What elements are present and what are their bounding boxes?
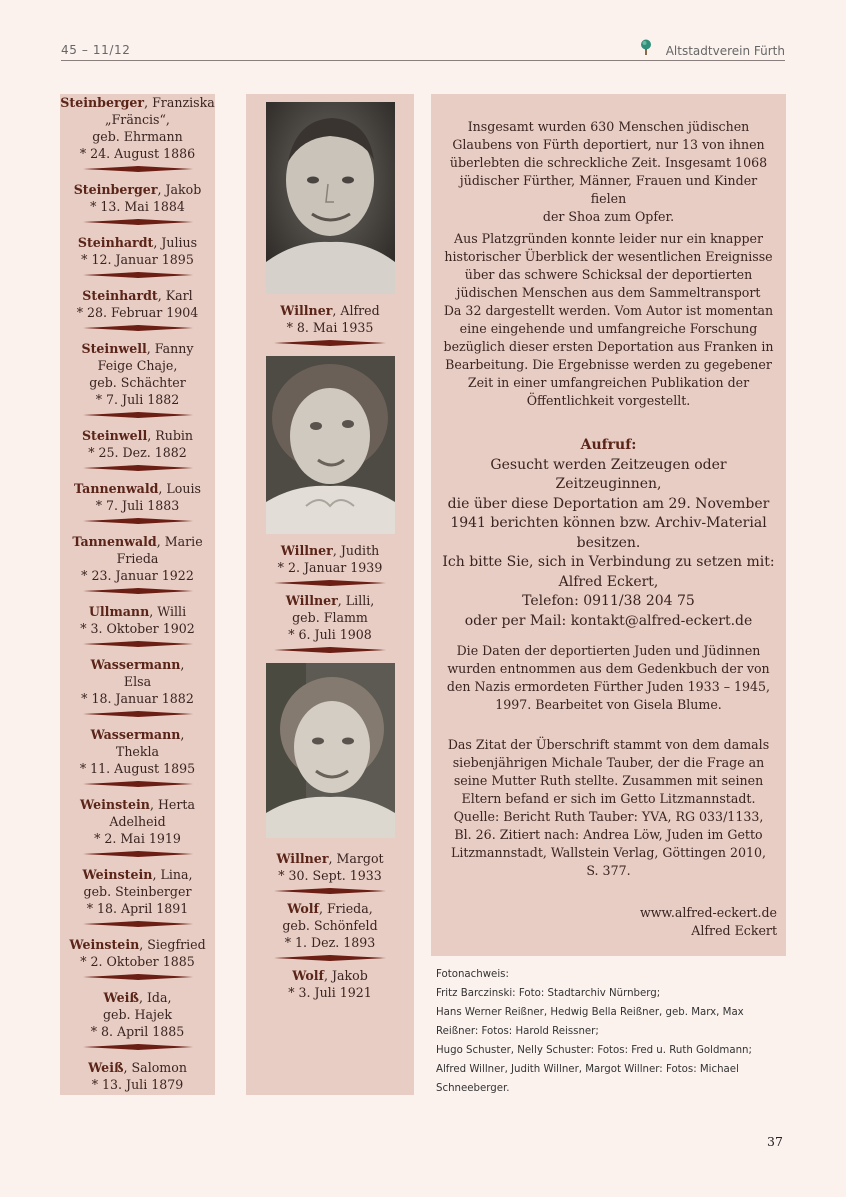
info-panel bbox=[431, 94, 786, 956]
text-line: Hugo Schuster, Nelly Schuster: Fotos: Fred u. Ruth Goldmann; bbox=[436, 1045, 752, 1056]
entry-detail-line: Elsa bbox=[123, 674, 152, 689]
entry-detail-line: * 2. Januar 1939 bbox=[277, 560, 383, 575]
given-name: , Julius bbox=[153, 235, 198, 250]
page-header bbox=[61, 40, 785, 61]
divider-ornament bbox=[83, 921, 193, 927]
given-name: , bbox=[180, 727, 185, 742]
space-note-paragraph bbox=[441, 230, 776, 410]
entry-detail-line: * 2. Oktober 1885 bbox=[80, 954, 195, 969]
photo-credits bbox=[436, 965, 781, 1098]
name-entry bbox=[246, 542, 414, 586]
portrait-photo-alfred-willner bbox=[266, 102, 395, 294]
name-entry bbox=[60, 1059, 215, 1093]
entry-detail-line: * 13. Mai 1884 bbox=[90, 199, 185, 214]
entry-detail-line: * 8. Mai 1935 bbox=[286, 320, 374, 335]
author-signature bbox=[640, 904, 777, 940]
entry-detail-line: * 13. Juli 1879 bbox=[91, 1077, 184, 1092]
divider-ornament bbox=[83, 851, 193, 857]
surname: Wolf bbox=[287, 901, 319, 916]
quote-source-paragraph bbox=[441, 736, 776, 880]
name-entry bbox=[246, 850, 414, 894]
names-column-1 bbox=[60, 94, 215, 1095]
surname: Willner bbox=[276, 851, 329, 866]
text-line: bezüglich dieser ersten Deportation aus Franken in bbox=[443, 339, 774, 354]
text-line: Öffentlichkeit vorgestellt. bbox=[526, 393, 691, 408]
surname: Willner bbox=[285, 593, 338, 608]
name-entry bbox=[60, 936, 215, 980]
given-name: , Salomon bbox=[123, 1060, 187, 1075]
text-line: historischer Überblick der wesentlichen Ereignisse bbox=[444, 249, 773, 264]
divider-ornament bbox=[83, 465, 193, 471]
surname: Steinhardt bbox=[77, 235, 154, 250]
text-line: Bl. 26. Zitiert nach: Andrea Löw, Juden im Getto bbox=[454, 827, 763, 842]
page-number: 37 bbox=[767, 1134, 783, 1149]
given-name: , Willi bbox=[149, 604, 187, 619]
entry-detail-line: * 1. Dez. 1893 bbox=[284, 935, 376, 950]
entry-detail-line: geb. Schönfeld bbox=[282, 918, 378, 933]
text-line: Quelle: Bericht Ruth Tauber: YVA, RG 033/1133, bbox=[453, 809, 764, 824]
surname: Wolf bbox=[292, 968, 324, 983]
surname: Steinwell bbox=[81, 428, 148, 443]
entry-detail-line: * 3. Oktober 1902 bbox=[80, 621, 195, 636]
text-line: über das schwere Schicksal der deportierten bbox=[464, 267, 753, 282]
given-name: , bbox=[180, 657, 185, 672]
divider-ornament bbox=[274, 340, 386, 346]
divider-ornament bbox=[83, 1044, 193, 1050]
name-entry bbox=[60, 603, 215, 647]
surname: Steinhardt bbox=[82, 288, 158, 303]
given-name: , Lina, bbox=[152, 867, 193, 882]
surname: Tannenwald bbox=[72, 534, 157, 549]
entry-detail-line: * 11. August 1895 bbox=[79, 761, 196, 776]
text-line: Telefon: 0911/38 204 75 bbox=[522, 593, 695, 609]
given-name: , Franziska bbox=[144, 95, 215, 110]
text-line: Schneeberger. bbox=[436, 1083, 510, 1094]
name-entry bbox=[60, 340, 215, 418]
surname: Willner bbox=[280, 303, 333, 318]
text-line: eine eingehende und umfangreiche Forschung bbox=[459, 321, 758, 336]
text-line: Reißner: Fotos: Harold Reissner; bbox=[436, 1026, 599, 1037]
entry-detail-line: * 7. Juli 1882 bbox=[95, 392, 180, 407]
text-line: 1941 berichten können bzw. Archiv-Material bbox=[450, 515, 767, 531]
entry-detail-line: * 25. Dez. 1882 bbox=[88, 445, 187, 460]
name-entry bbox=[60, 287, 215, 331]
name-entry bbox=[246, 900, 414, 961]
author-name: Alfred Eckert bbox=[691, 923, 777, 938]
name-entry bbox=[60, 656, 215, 717]
name-entry bbox=[246, 302, 414, 346]
given-name: , Fanny bbox=[146, 341, 194, 356]
entry-detail-line: * 24. August 1886 bbox=[79, 146, 196, 161]
given-name: , Herta bbox=[149, 797, 195, 812]
entry-detail-line: geb. Ehrmann bbox=[92, 129, 183, 144]
divider-ornament bbox=[83, 518, 193, 524]
call-for-witnesses bbox=[441, 436, 776, 631]
given-name: , Judith bbox=[332, 543, 380, 558]
text-line: 1997. Bearbeitet von Gisela Blume. bbox=[495, 697, 722, 712]
divider-ornament bbox=[83, 781, 193, 787]
name-entry bbox=[60, 94, 215, 172]
entry-detail-line: Thekla bbox=[115, 744, 160, 759]
summary-paragraph bbox=[441, 118, 776, 226]
names-column-2 bbox=[246, 94, 414, 1095]
text-line: Zeit in einer umfangreichen Publikation der bbox=[467, 375, 750, 390]
divider-ornament bbox=[83, 974, 193, 980]
entry-detail-line: * 23. Januar 1922 bbox=[81, 568, 194, 583]
surname: Weiß bbox=[103, 990, 139, 1005]
given-name: , Ida, bbox=[138, 990, 172, 1005]
tree-logo-icon bbox=[640, 39, 652, 55]
given-name: , Jakob bbox=[323, 968, 368, 983]
entry-detail-line: * 30. Sept. 1933 bbox=[278, 868, 382, 883]
given-name: , Rubin bbox=[147, 428, 194, 443]
entry-detail-line: geb. Steinberger bbox=[83, 884, 192, 899]
entry-detail-line: Adelheid bbox=[109, 814, 166, 829]
text-line: Hans Werner Reißner, Hedwig Bella Reißner, geb. Marx, Max bbox=[436, 1007, 744, 1018]
divider-ornament bbox=[274, 647, 386, 653]
text-line: Litzmannstadt, Wallstein Verlag, Göttingen 2010, bbox=[450, 845, 767, 860]
name-entry bbox=[60, 989, 215, 1050]
surname: Tannenwald bbox=[74, 481, 159, 496]
name-entry bbox=[246, 592, 414, 653]
text-line: die über diese Deportation am 29. November bbox=[447, 495, 770, 512]
text-line: Da 32 dargestellt werden. Vom Autor ist momentan bbox=[443, 303, 774, 318]
divider-ornament bbox=[274, 955, 386, 961]
divider-ornament bbox=[83, 641, 193, 647]
entry-detail-line: * 12. Januar 1895 bbox=[81, 252, 194, 267]
divider-ornament bbox=[83, 272, 193, 278]
entry-detail-line: Frieda bbox=[116, 551, 159, 566]
text-line: überlebten die schreckliche Zeit. Insgesamt 1068 bbox=[449, 155, 768, 170]
divider-ornament bbox=[83, 325, 193, 331]
entry-detail-line: * 7. Juli 1883 bbox=[95, 498, 180, 513]
entry-detail-line: * 28. Februar 1904 bbox=[76, 305, 199, 320]
given-name: , Lilli, bbox=[337, 593, 375, 608]
surname: Willner bbox=[280, 543, 333, 558]
name-entry bbox=[60, 234, 215, 278]
text-line: siebenjährigen Michale Tauber, der die Frage an bbox=[452, 755, 765, 770]
publisher-name: Altstadtverein Fürth bbox=[665, 44, 785, 58]
divider-ornament bbox=[274, 580, 386, 586]
portrait-photo-margot-willner bbox=[266, 663, 395, 838]
given-name: , Margot bbox=[328, 851, 384, 866]
surname: Weinstein bbox=[82, 867, 153, 882]
author-website[interactable]: www.alfred-eckert.de bbox=[639, 905, 777, 920]
text-line: S. 377. bbox=[586, 863, 631, 878]
name-entry bbox=[60, 427, 215, 471]
entry-detail-line: * 18. April 1891 bbox=[86, 901, 189, 916]
divider-ornament bbox=[274, 888, 386, 894]
entry-detail-line: * 6. Juli 1908 bbox=[288, 627, 372, 642]
text-line: Gesucht werden Zeitzeugen oder Zeitzeuginnen, bbox=[490, 456, 727, 492]
given-name: , Marie bbox=[156, 534, 203, 549]
text-line: Das Zitat der Überschrift stammt von dem damals bbox=[447, 737, 770, 752]
given-name: , Louis bbox=[158, 481, 201, 496]
name-entry bbox=[246, 967, 414, 1001]
divider-ornament bbox=[83, 219, 193, 225]
name-entry bbox=[60, 533, 215, 594]
text-line: jüdischer Fürther, Männer, Frauen und Kinder fielen bbox=[459, 173, 758, 206]
text-line: jüdischen Menschen aus dem Sammeltransport bbox=[456, 285, 761, 300]
entry-detail-line: geb. Hajek bbox=[102, 1007, 173, 1022]
portrait-photo-judith-willner bbox=[266, 356, 395, 534]
name-entry bbox=[60, 796, 215, 857]
text-line: seine Mutter Ruth stellte. Zusammen mit seinen bbox=[453, 773, 764, 788]
surname: Wassermann bbox=[90, 727, 181, 742]
text-line: oder per Mail: kontakt@alfred-eckert.de bbox=[464, 612, 753, 629]
data-source-paragraph bbox=[441, 642, 776, 714]
given-name: , Siegfried bbox=[139, 937, 206, 952]
text-line: Eltern befand er sich im Getto Litzmannstadt. bbox=[461, 791, 756, 806]
text-line: den Nazis ermordeten Fürther Juden 1933 – 1945, bbox=[446, 679, 771, 694]
text-line: wurden entnommen aus dem Gedenkbuch der von bbox=[447, 661, 770, 676]
publisher-block bbox=[640, 43, 785, 59]
given-name: , Karl bbox=[157, 288, 193, 303]
surname: Steinwell bbox=[81, 341, 147, 356]
issue-number: 45 – 11/12 bbox=[61, 43, 131, 57]
text-line: Fotonachweis: bbox=[436, 969, 509, 980]
name-entry bbox=[60, 866, 215, 927]
aufruf-title: Aufruf: bbox=[580, 437, 637, 453]
name-entry bbox=[60, 181, 215, 225]
text-line: Alfred Eckert, bbox=[558, 573, 659, 590]
text-line: Fritz Barczinski: Foto: Stadtarchiv Nürnberg; bbox=[436, 988, 661, 999]
given-name: , Alfred bbox=[332, 303, 380, 318]
entry-detail-line: * 18. Januar 1882 bbox=[81, 691, 194, 706]
text-line: Ich bitte Sie, sich in Verbindung zu setzen mit: bbox=[442, 554, 775, 570]
entry-detail-line: geb. Flamm bbox=[292, 610, 368, 625]
text-line: der Shoa zum Opfer. bbox=[542, 209, 675, 224]
surname: Steinberger bbox=[60, 95, 145, 110]
entry-detail-line: geb. Schächter bbox=[89, 375, 186, 390]
entry-detail-line: * 8. April 1885 bbox=[90, 1024, 185, 1039]
entry-detail-line: „Fräncis“, bbox=[105, 112, 170, 127]
surname: Ullmann bbox=[88, 604, 150, 619]
text-line: Bearbeitung. Die Ergebnisse werden zu gegebener bbox=[445, 357, 772, 372]
text-line: Die Daten der deportierten Juden und Jüdinnen bbox=[456, 643, 761, 658]
surname: Weiß bbox=[88, 1060, 124, 1075]
divider-ornament bbox=[83, 166, 193, 172]
surname: Wassermann bbox=[90, 657, 181, 672]
surname: Weinstein bbox=[80, 797, 150, 812]
entry-detail-line: * 2. Mai 1919 bbox=[94, 831, 181, 846]
name-entry bbox=[60, 480, 215, 524]
text-line: Glaubens von Fürth deportiert, nur 13 von ihnen bbox=[452, 137, 765, 152]
text-line: Aus Platzgründen konnte leider nur ein knapper bbox=[454, 231, 763, 246]
text-line: Alfred Willner, Judith Willner, Margot Willner: Fotos: Michael bbox=[436, 1064, 739, 1075]
entry-detail-line: Feige Chaje, bbox=[97, 358, 178, 373]
surname: Steinberger bbox=[73, 182, 158, 197]
divider-ornament bbox=[83, 412, 193, 418]
entry-detail-line: * 3. Juli 1921 bbox=[288, 985, 372, 1000]
surname: Weinstein bbox=[69, 937, 140, 952]
text-line: Insgesamt wurden 630 Menschen jüdischen bbox=[467, 119, 750, 134]
divider-ornament bbox=[83, 588, 193, 594]
text-line: besitzen. bbox=[576, 534, 641, 551]
given-name: , Jakob bbox=[157, 182, 202, 197]
divider-ornament bbox=[83, 711, 193, 717]
name-entry bbox=[60, 726, 215, 787]
given-name: , Frieda, bbox=[318, 901, 373, 916]
